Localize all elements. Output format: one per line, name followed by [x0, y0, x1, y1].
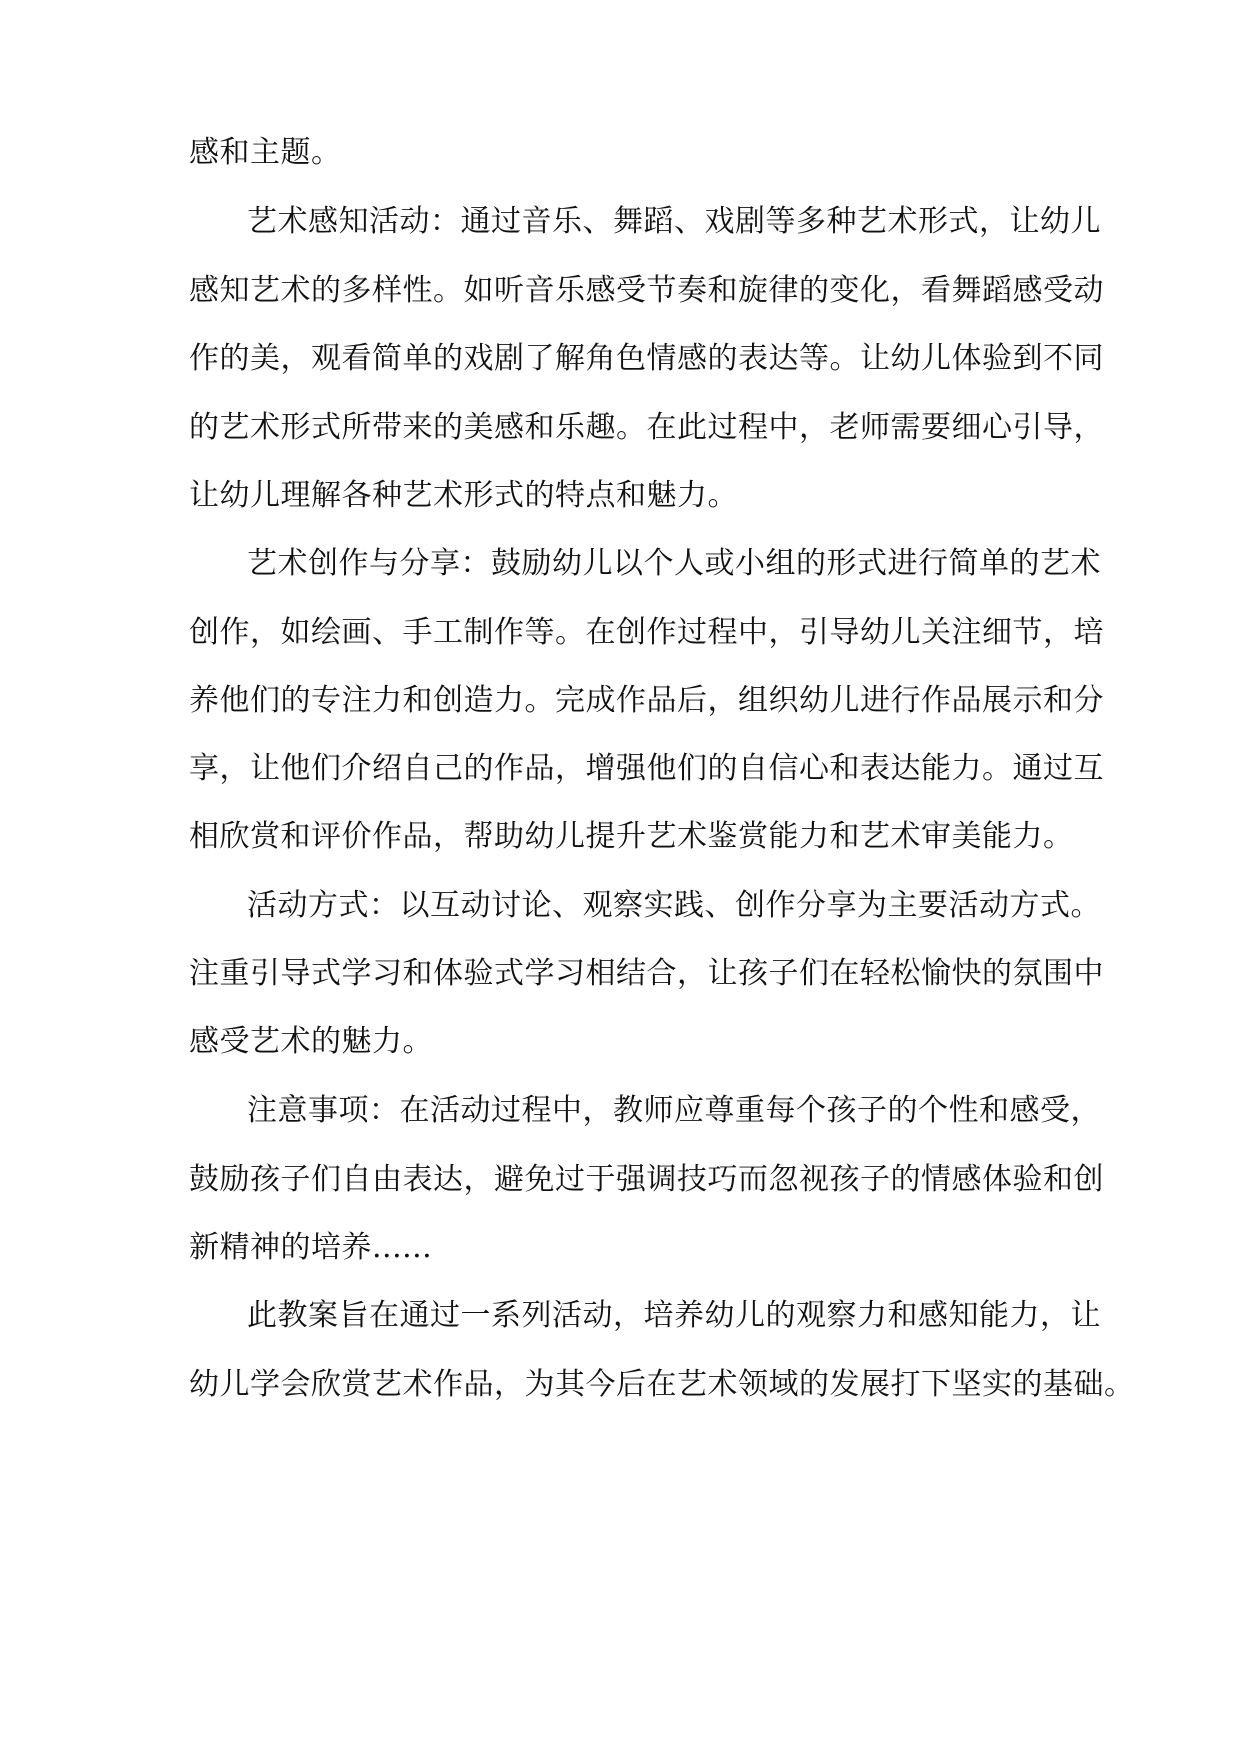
- paragraph-start-line: 注意事项：在活动过程中，教师应尊重每个孩子的个性和感受，: [247, 1093, 1101, 1128]
- text-line: 鼓励孩子们自由表达，避免过于强调技巧而忽视孩子的情感体验和创: [189, 1162, 1104, 1197]
- text-line: 的艺术形式所带来的美感和乐趣。在此过程中，老师需要细心引导，: [189, 410, 1104, 445]
- text-line: 感和主题。: [189, 135, 342, 170]
- paragraph-start-line: 艺术创作与分享：鼓励幼儿以个人或小组的形式进行简单的艺术: [247, 546, 1101, 581]
- text-line: 养他们的专注力和创造力。完成作品后，组织幼儿进行作品展示和分: [189, 683, 1104, 718]
- text-line: 新精神的培养......: [189, 1230, 433, 1265]
- text-line: 感受艺术的魅力。: [189, 1024, 433, 1059]
- text-line: 注重引导式学习和体验式学习相结合，让孩子们在轻松愉快的氛围中: [189, 956, 1104, 991]
- text-line: 让幼儿理解各种艺术形式的特点和魅力。: [189, 478, 738, 513]
- text-line: 享，让他们介绍自己的作品，增强他们的自信心和表达能力。通过互: [189, 751, 1104, 786]
- text-line: 创作，如绘画、手工制作等。在创作过程中，引导幼儿关注细节，培: [189, 615, 1104, 650]
- text-line: 相欣赏和评价作品，帮助幼儿提升艺术鉴赏能力和艺术审美能力。: [189, 819, 1074, 854]
- paragraph-start-line: 艺术感知活动：通过音乐、舞蹈、戏剧等多种艺术形式，让幼儿: [247, 204, 1101, 239]
- text-line: 感知艺术的多样性。如听音乐感受节奏和旋律的变化，看舞蹈感受动: [189, 273, 1104, 308]
- paragraph-start-line: 此教案旨在通过一系列活动，培养幼儿的观察力和感知能力，让: [247, 1298, 1101, 1333]
- text-line: 作的美，观看简单的戏剧了解角色情感的表达等。让幼儿体验到不同: [189, 341, 1104, 376]
- text-line: 幼儿学会欣赏艺术作品，为其今后在艺术领域的发展打下坚实的基础。: [189, 1367, 1135, 1402]
- paragraph-start-line: 活动方式：以互动讨论、观察实践、创作分享为主要活动方式。: [247, 888, 1101, 923]
